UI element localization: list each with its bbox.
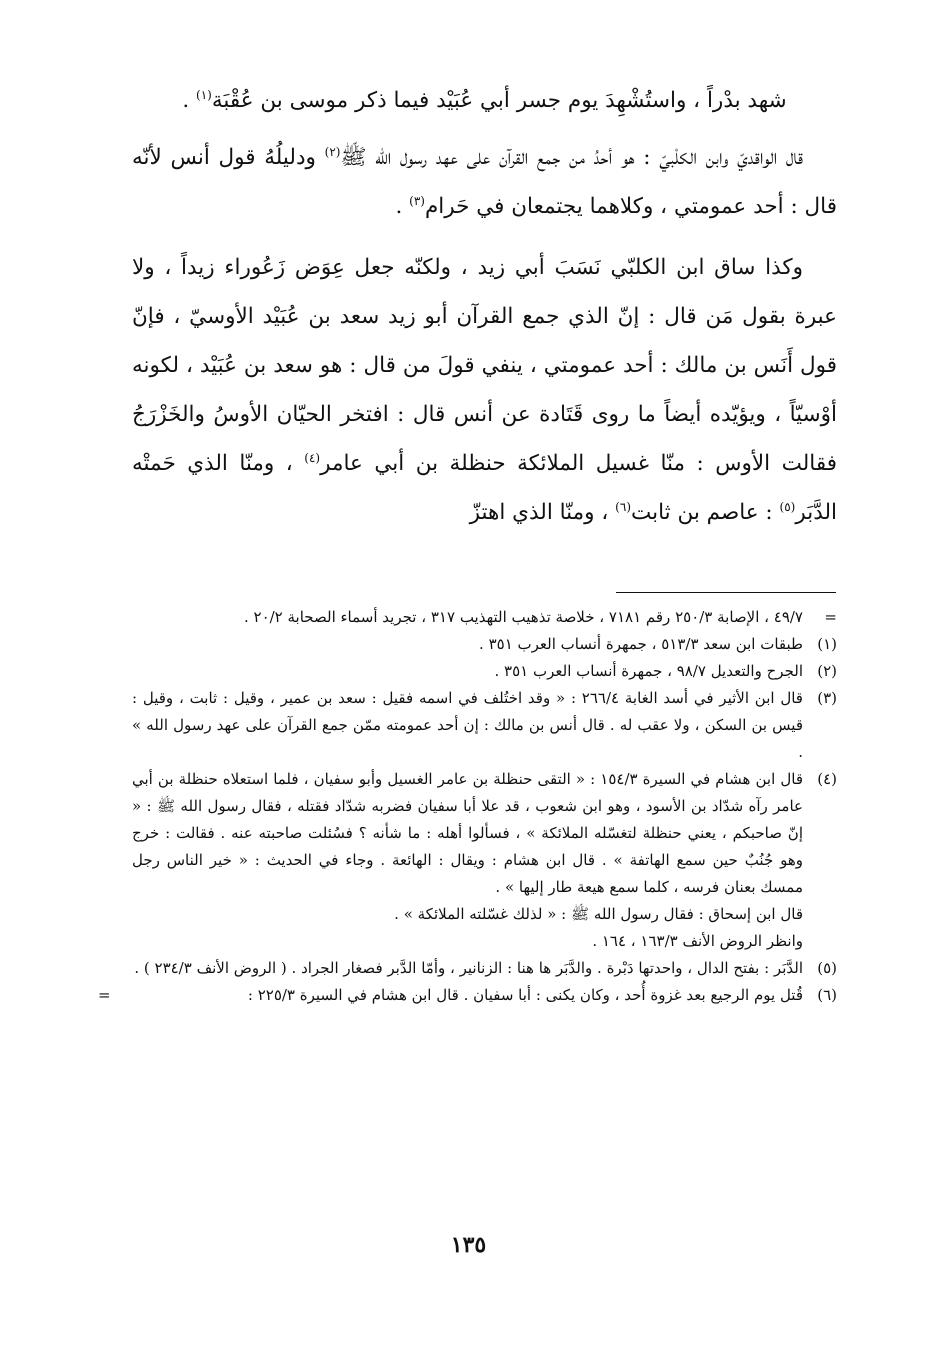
footnote-subtext: قال ابن إسحاق : فقال رسول الله ﷺ : « لذلك غسّلته الملائكة » . (394, 905, 803, 923)
footnote-number: (٤) (817, 770, 837, 788)
footnote-separator (616, 592, 836, 593)
footnote-3 (132, 685, 837, 766)
main-text (132, 76, 837, 549)
footnote-text: الدَّبَر : بفتح الدال ، واحدتها دَبْرة . والدَّبَر ها هنا : الزنانير ، وأمّا الدَّبر فصغار الجراد . ( الروض الأنف ٢٣٤/٣ ) . (134, 959, 803, 977)
footnotes (98, 604, 837, 1009)
footnote-number: (٢) (817, 662, 837, 680)
footnote-1 (132, 631, 837, 658)
footnote-number: (٦) (817, 986, 837, 1004)
footnote-2 (132, 658, 837, 685)
footnote-ref-2: (٢) (324, 144, 341, 159)
footnote-5 (132, 955, 837, 982)
footnote-number: (٥) (817, 959, 837, 977)
opening-line-end: . (182, 88, 197, 113)
footnote-ref-4: (٤) (304, 450, 321, 465)
paragraph-1-end: . (395, 194, 410, 219)
footnote-text: طبقات ابن سعد ٥١٣/٣ ، جمهرة أنساب العرب ٣٥١ . (479, 635, 803, 653)
opening-line-text: شهد بدْراً ، واستُشْهِدَ يوم جسر أبي عُبَيْد فيما ذكر موسى بن عُقْبَة (211, 88, 787, 113)
paragraph-1-text-b: ودليلُهُ قول أنس لأنّه قال : أحد عمومتي ، وكلاهما يجتمعان في حَرام (132, 145, 837, 219)
paragraph-2-text-b: ، ومنّا الذي حَمتْه الدَّبَر (132, 451, 837, 525)
footnote-ref-6: (٦) (615, 499, 631, 514)
paragraph-2 (132, 243, 837, 537)
footnote-text: قال ابن هشام في السيرة ١٥٤/٣ : « التقى حنظلة بن عامر الغسيل وأبو سفيان ، فلما استعلاه حنظلة بن أبي عامر رآه شدّاد بن الأسود ، وهو ابن شعوب ، قد علا أبا سفيان فضربه شدّاد فقتله ، فقال رسول الله ﷺ : « إنّ صاحبكم ، يعني حنظلة لتغسّله الملائكة » ، فسألوا أهله : ما شأنه ؟ فسُئلت صاحبته عنه . فقالت : خرج وهو جُنُبٌ حين سمع الهاتفة » . قال ابن هشام : ويقال : الهائعة . وجاء في الحديث : « خير الناس رجل ممسك بعنان فرسه ، كلما سمع هيعة طار إليها » . (132, 770, 803, 896)
footnote-text: الجرح والتعديل ٩٨/٧ ، جمهرة أنساب العرب ٣٥١ . (494, 662, 803, 680)
footnote-text: قُتل يوم الرجيع بعد غزوة أُحد ، وكان يكنى : أبا سفيان . قال ابن هشام في السيرة ٢٢٥/٣ : (247, 986, 803, 1004)
continues-mark: = (98, 986, 111, 1004)
opening-line (132, 76, 837, 125)
paragraph-2-text-c: : عاصم بن ثابت (631, 500, 780, 525)
footnote-4 (132, 766, 837, 955)
footnote-text: قال ابن الأثير في أسد الغابة ٢٦٦/٤ : « وقد اختُلف في اسمه فقيل : سعد بن عمير ، وقيل : ثابت ، وقيل : قيس بن السكن ، ولا عقب له . قال أنس بن مالك : إن أحد عمومته ممّن جمع القرآن على عهد رسول الله » . (132, 689, 803, 761)
continuation-mark: = (824, 608, 837, 626)
page-number: ١٣٥ (450, 1232, 487, 1258)
paragraph-1 (132, 133, 837, 231)
paragraph-2-text-a: وكذا ساق ابن الكلبّي نَسَبَ أبي زيد ، ولكنّه جعل عِوَض زَعُوراء زيداً ، ولا عبرة بقول مَن قال : إنّ الذي جمع القرآن أبو زيد سعد بن عُبَيْد الأوسيّ ، فإنّ قول أَنَس بن مالك : أحد عمومتي ، ينفي قولَ من قال : هو سعد بن عُبَيْد ، لكونه أوْسيّاً ، ويؤيّده أيضاً ما روى قَتَادة عن أنس قال : افتخر الحيّان الأوسُ والخَزْرَجُ فقالت الأوس : منّا غسيل الملائكة حنظلة بن أبي عامر (132, 255, 837, 476)
footnote-continuation (132, 604, 837, 631)
paragraph-1-text-a: قال الواقديّ وابن الكلْبيّ : هو أحدُ من جمع القرآن على عهد رسول الله ﷺ (340, 145, 803, 170)
footnote-ref-1: (١) (196, 87, 212, 102)
footnote-subtext: وانظر الروض الأنف ١٦٣/٣ ، ١٦٤ . (592, 932, 803, 950)
paragraph-2-text-d: ، ومنّا الذي اهتزّ (469, 500, 616, 525)
footnote-number: (١) (817, 635, 837, 653)
footnote-6 (98, 982, 837, 1009)
footnote-ref-3: (٣) (409, 193, 425, 208)
footnote-number: (٣) (817, 689, 837, 707)
continuation-text: ٤٩/٧ ، الإصابة ٢٥٠/٣ رقم ٧١٨١ ، خلاصة تذهيب التهذيب ٣١٧ ، تجريد أسماء الصحابة ٢٠/٢ . (243, 608, 803, 626)
footnote-ref-5: (٥) (779, 499, 796, 514)
